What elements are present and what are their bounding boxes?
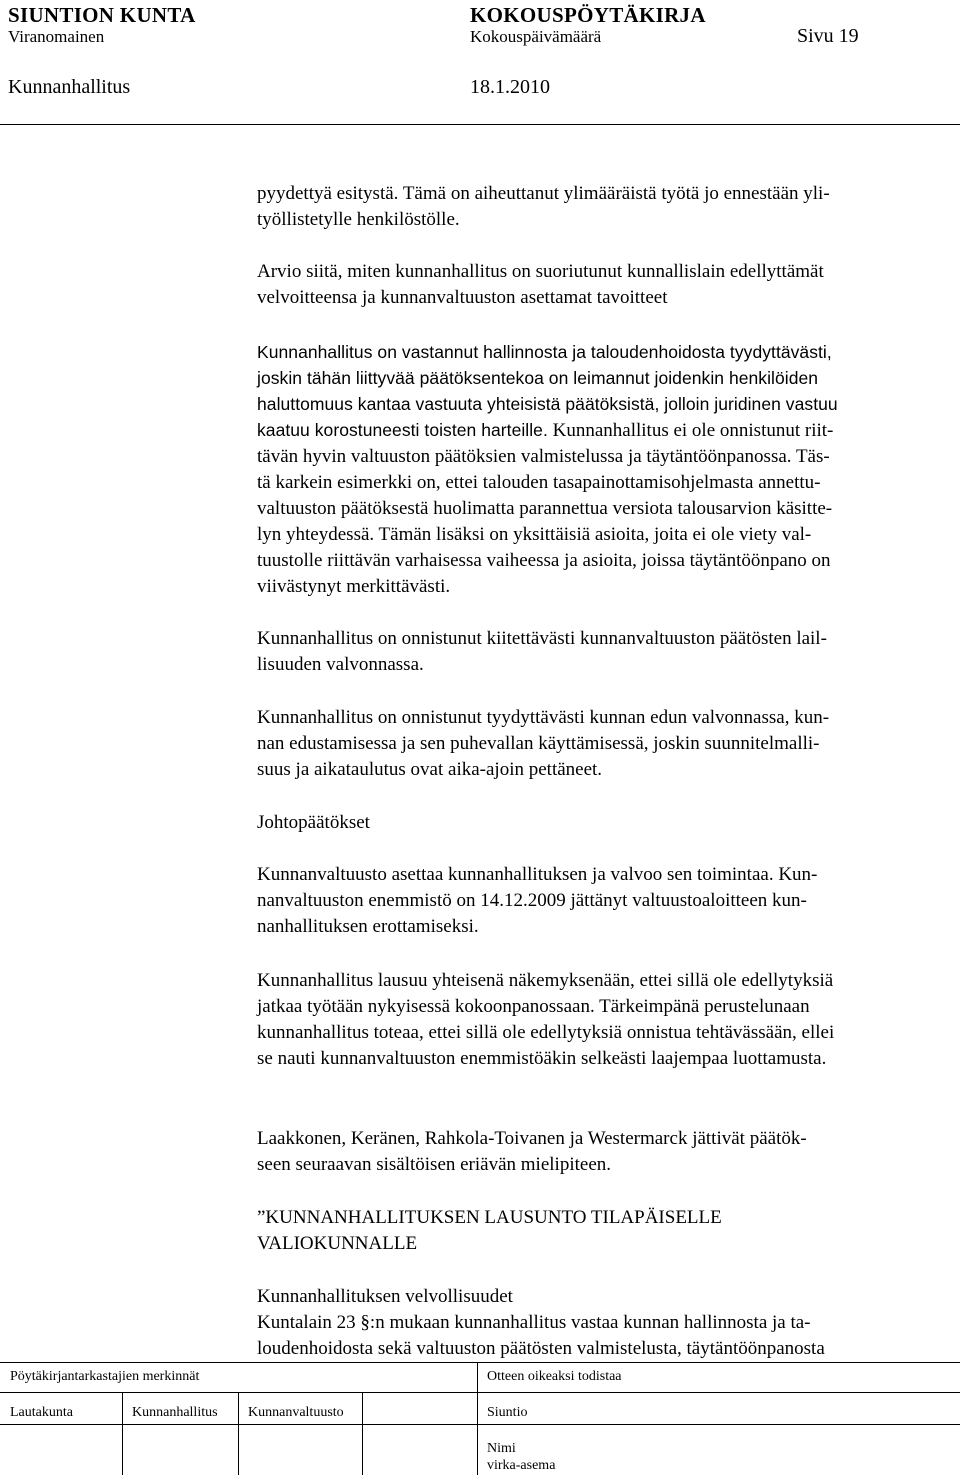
footer-divider-4 bbox=[477, 1362, 478, 1475]
paragraph-5: Kunnanhallitus on onnistunut tyydyttävästi kunnan edun valvonnassa, kun- nan edustamisessa ja sen puhevallan käyttämisessä, joskin suunnitelmalli- suus ja aikataulutus ovat aika-ajoin pettäneet. bbox=[257, 707, 830, 780]
header-rule bbox=[0, 124, 960, 125]
reviewers-label: Pöytäkirjantarkastajien merkinnät bbox=[10, 1369, 200, 1384]
paragraph-9: Laakkonen, Keränen, Rahkola-Toivanen ja Westermarck jättivät päätök- seen seuraavan sisältöisen eriävän mielipiteen. bbox=[257, 1128, 807, 1175]
footer-divider-1 bbox=[122, 1392, 123, 1475]
org-name: SIUNTION KUNTA bbox=[8, 3, 196, 27]
certified-label: Otteen oikeaksi todistaa bbox=[487, 1369, 622, 1384]
footer-mid-rule bbox=[0, 1392, 960, 1393]
paragraph-4: Kunnanhallitus on onnistunut kiitettävästi kunnanvaltuuston päätösten lail- lisuuden valvonnassa. bbox=[257, 628, 827, 675]
paragraph-2: Arvio siitä, miten kunnanhallitus on suoriutunut kunnallislain edellyttämät velvoitteensa ja kunnanvaltuuston asettamat tavoitteet bbox=[257, 261, 824, 308]
name-label: Nimi bbox=[487, 1441, 516, 1456]
authority-value: Kunnanhallitus bbox=[8, 76, 131, 98]
place: Siuntio bbox=[487, 1405, 528, 1420]
col-kunnanhallitus: Kunnanhallitus bbox=[132, 1405, 218, 1420]
paragraph-11: Kunnanhallituksen velvollisuudet Kuntalain 23 §:n mukaan kunnanhallitus vastaa kunnan hallinnosta ja ta- loudenhoidosta sekä valtuuston päätösten valmistelusta, täytäntöönpanosta bbox=[257, 1286, 825, 1359]
authority-label: Viranomainen bbox=[8, 27, 105, 46]
section-heading-conclusions: Johtopäätökset bbox=[257, 812, 370, 833]
paragraph-3: Kunnanhallitus on vastannut hallinnosta ja taloudenhoidosta tyydyttävästi, joskin tähän liittyvää päätöksentekoa on leimannut joidenkin henkilöiden haluttomuus kantaa vastuuta yhteisistä päätöksistä, jolloin juridinen vastuu kaatuu korostuneesti toisten harteille. Kunnanhallitus ei ole onnistunut riit- tävän hyvin valtuuston päätöksien valmistelussa ja täytäntöönpanossa. Täs- tä karkein esimerkki on, ettei talouden tasapainottamisohjelmasta annettu- valtuuston päätöksestä huolimatta parannettua versiota talousarvion käsitte- lyn yhteydessä. Tämän lisäksi on yksittäisiä asioita, joita ei ole viety val- tuustolle riittävän varhaisessa vaiheessa ja asioita, joissa täytäntöönpano on viivästynyt merkittävästi. bbox=[257, 342, 838, 597]
footer-top-rule bbox=[0, 1362, 960, 1363]
paragraph-8: Kunnanhallitus lausuu yhteisenä näkemyksenään, ettei sillä ole edellytyksiä jatkaa työtään nykyisessä kokoonpanossaan. Tärkeimpänä perustelunaan kunnanhallitus toteaa, ettei sillä ole edellytyksiä onnistua tehtävässään, ellei se nauti kunnanvaltuuston enemmistöäkin selkeästi laajempaa luottamusta. bbox=[257, 970, 835, 1069]
meeting-date-label: Kokouspäivämäärä bbox=[470, 27, 602, 46]
footer-col-rule bbox=[0, 1424, 960, 1425]
meeting-date-value: 18.1.2010 bbox=[470, 76, 550, 98]
col-lautakunta: Lautakunta bbox=[10, 1405, 73, 1420]
col-kunnanvaltuusto: Kunnanvaltuusto bbox=[248, 1405, 344, 1420]
footer-divider-3 bbox=[362, 1392, 363, 1475]
page-number: Sivu 19 bbox=[797, 25, 859, 47]
title-label: virka-asema bbox=[487, 1458, 556, 1473]
footer-divider-2 bbox=[238, 1392, 239, 1475]
paragraph-7: Kunnanvaltuusto asettaa kunnanhallituksen ja valvoo sen toimintaa. Kun- nanvaltuuston enemmistö on 14.12.2009 jättänyt valtuustoaloitteen kun- nanhallituksen erottamiseksi. bbox=[257, 864, 818, 937]
document-type: KOKOUSPÖYTÄKIRJA bbox=[470, 3, 706, 27]
statement-title: ”KUNNANHALLITUKSEN LAUSUNTO TILAPÄISELLE VALIOKUNNALLE bbox=[257, 1207, 722, 1254]
paragraph-1: pyydettyä esitystä. Tämä on aiheuttanut ylimääräistä työtä jo ennestään yli- työllistetylle henkilöstölle. bbox=[257, 183, 830, 230]
